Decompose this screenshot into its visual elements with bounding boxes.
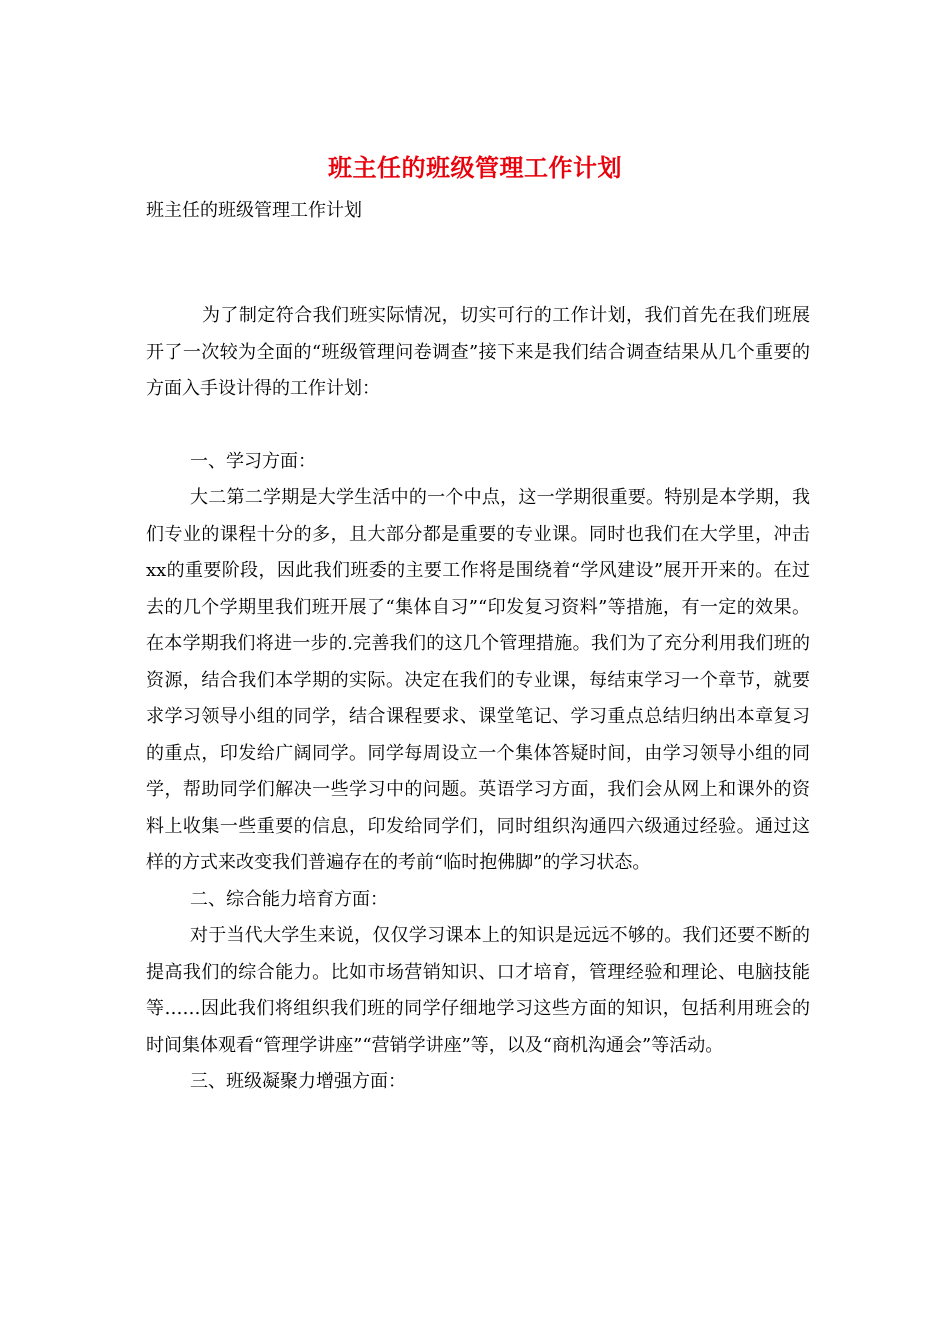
section-heading-cohesion: 三、班级凝聚力增强方面：	[190, 1071, 406, 1092]
document-subtitle: 班主任的班级管理工作计划	[146, 200, 362, 221]
document-title: 班主任的班级管理工作计划	[328, 153, 622, 182]
document-body	[146, 298, 810, 1101]
section-heading-ability: 二、综合能力培育方面：	[190, 888, 388, 910]
intro-paragraph: 为了制定符合我们班实际情况，切实可行的工作计划，我们首先在我们班展开了一次较为全面的“班级管理问卷调查”接下来是我们结合调查结果从几个重要的方面入手设计得的工作计划：	[146, 305, 810, 399]
section-heading-study: 一、学习方面：	[190, 450, 316, 472]
section-paragraph-ability: 对于当代大学生来说，仅仅学习课本上的知识是远远不够的。我们还要不断的提高我们的综合能力。比如市场营销知识、口才培育，管理经验和理论、电脑技能等……因此我们将组织我们班的同学仔细地学习这些方面的知识，包括利用班会的时间集体观看“管理学讲座”“营销学讲座”等，以及“商机沟通会”等活动。	[146, 925, 810, 1056]
section-paragraph-study: 大二第二学期是大学生活中的一个中点，这一学期很重要。特别是本学期，我们专业的课程十分的多，且大部分都是重要的专业课。同时也我们在大学里，冲击xx的重要阶段，因此我们班委的主要工作将是围绕着“学风建设”展开开来的。在过去的几个学期里我们班开展了“集体自习”“印发复习资料”等措施，有一定的效果。在本学期我们将进一步的.完善我们的这几个管理措施。我们为了充分利用我们班的资源，结合我们本学期的实际。决定在我们的专业课，每结束学习一个章节，就要求学习领导小组的同学，结合课程要求、课堂笔记、学习重点总结归纳出本章复习的重点，印发给广阔同学。同学每周设立一个集体答疑时间，由学习领导小组的同学，帮助同学们解决一些学习中的问题。英语学习方面，我们会从网上和课外的资料上收集一些重要的信息，印发给同学们，同时组织沟通四六级通过经验。通过这样的方式来改变我们普遍存在的考前“临时抱佛脚”的学习状态。	[146, 487, 810, 873]
